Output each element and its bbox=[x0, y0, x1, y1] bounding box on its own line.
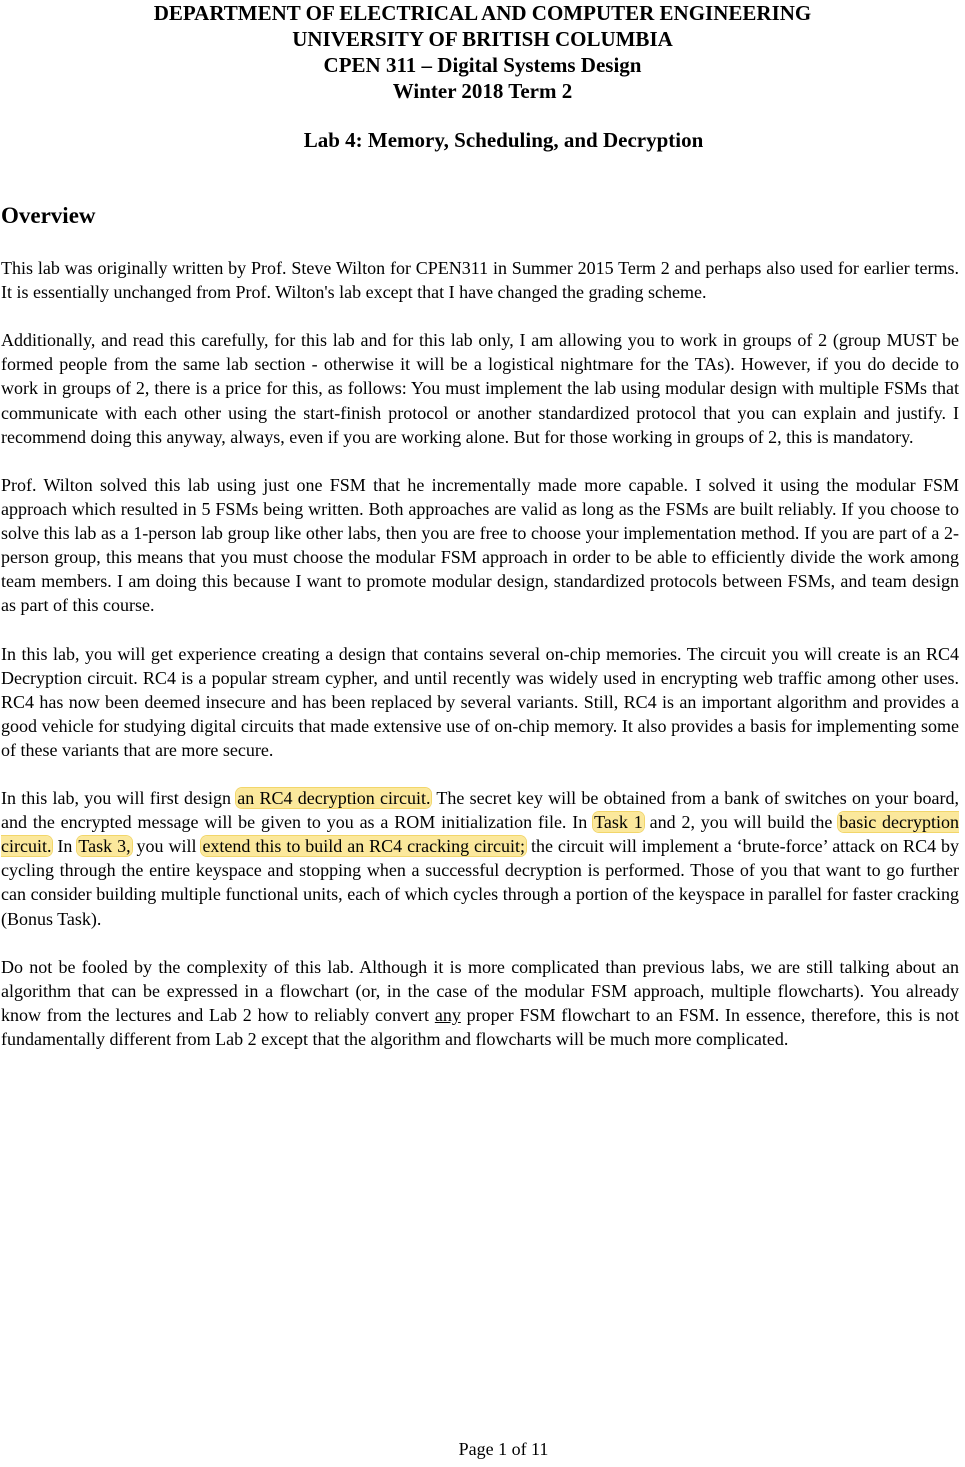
text-span: Do not be fooled by the complexity of this lab. Although it is more complicated than previous labs, we are still talking about an algorithm that can be expressed in a flowchart (or, in the case of the modular FSM approach, multiple flowcharts). You already know from the lectures and Lab 2 how to reliably convert bbox=[1, 956, 959, 1025]
course-line: CPEN 311 – Digital Systems Design bbox=[323, 53, 642, 77]
text-span: the circuit will implement a ‘brute-force’ attack on RC4 by cycling through the entire keyspace and stopping when a successful decryption is performed. Those of you that want to go further can consider building multiple functional units, each of which cycles through a portion of the keyspace in parallel for faster cracking (Bonus Task). bbox=[1, 836, 960, 929]
term-line: Winter 2018 Term 2 bbox=[392, 79, 573, 103]
document-header bbox=[0, 0, 965, 104]
paragraph-2: Additionally, and read this carefully, for this lab and for this lab only, I am allowing you to work in groups of 2 (group MUST be formed people from the same lab section - otherwise it will be a logistical nightmare for the TAs). However, if you do decide to work in groups of 2, there is a price for this, as follows: You must implement the lab using modular design with multiple FSMs that communicate with each other using the start-finish protocol or another standardized protocol that you can explain and justify. I recommend doing this anyway, always, even if you are working alone. But for those working in groups of 2, this is mandatory. bbox=[1, 330, 959, 447]
text-span: The secret key will be obtained from a bank of switches on your board, and the encrypted message will be given to you as a ROM initialization file. In bbox=[1, 788, 960, 833]
overview-body bbox=[1, 256, 959, 1075]
university-line: UNIVERSITY OF BRITISH COLUMBIA bbox=[292, 27, 673, 51]
highlight-rc4-decryption-circuit: an RC4 decryption circuit. bbox=[237, 788, 431, 809]
underlined-any: any bbox=[434, 1004, 461, 1025]
highlight-task-3: Task 3, bbox=[78, 836, 131, 857]
highlight-basic-decryption-circuit: basic decryption circuit. bbox=[1, 812, 960, 857]
text-span: you will bbox=[136, 836, 197, 857]
section-heading-overview: Overview bbox=[1, 203, 96, 228]
paragraph-4: In this lab, you will get experience creating a design that contains several on-chip memories. The circuit you will create is an RC4 Decryption circuit. RC4 is a popular stream cypher, and until recently was widely used in encrypting web traffic among other uses. RC4 has now been deemed insecure and has been replaced by several variants. Still, RC4 is an important algorithm and provides a good vehicle for studying digital circuits that made extensive use of on-chip memory. It also provides a basis for implementing some of these variants that are more secure. bbox=[1, 643, 959, 760]
text-span: In this lab, you will first design bbox=[1, 788, 231, 809]
highlight-task-1: Task 1 bbox=[594, 812, 643, 833]
page-number: Page 1 of 11 bbox=[458, 1439, 549, 1459]
highlight-rc4-cracking-circuit: extend this to build an RC4 cracking circuit; bbox=[202, 836, 526, 857]
text-span: proper FSM flowchart to an FSM. In essence, therefore, this is not fundamentally different from Lab 2 except that the algorithm and flowcharts will be much more complicated. bbox=[1, 1004, 960, 1049]
department-line: DEPARTMENT OF ELECTRICAL AND COMPUTER ENGINEERING bbox=[153, 1, 812, 25]
text-span: In bbox=[52, 836, 73, 857]
paragraph-1: This lab was originally written by Prof. Steve Wilton for CPEN311 in Summer 2015 Term 2 and perhaps also used for earlier terms. It is essentially unchanged from Prof. Wilton's lab except that I have changed the grading scheme. bbox=[1, 258, 959, 303]
paragraph-3: Prof. Wilton solved this lab using just one FSM that he incrementally made more capable. I solved it using the modular FSM approach which resulted in 5 FSMs being written. Both approaches are valid as long as the FSMs are built reliably. If you choose to solve this lab as a 1-person lab group like other labs, then you are free to choose your implementation method. If you are part of a 2-person group, this means that you must choose the modular FSM approach in order to be able to efficiently divide the work among team members. I am doing this because I want to promote modular design, standardized protocols between FSMs, and team design as part of this course. bbox=[1, 474, 959, 616]
paragraph-6 bbox=[1, 955, 959, 1051]
text-span: and 2, you will build the bbox=[649, 812, 833, 833]
lab-title: Lab 4: Memory, Scheduling, and Decryption bbox=[303, 128, 704, 152]
paragraph-5 bbox=[1, 786, 959, 931]
